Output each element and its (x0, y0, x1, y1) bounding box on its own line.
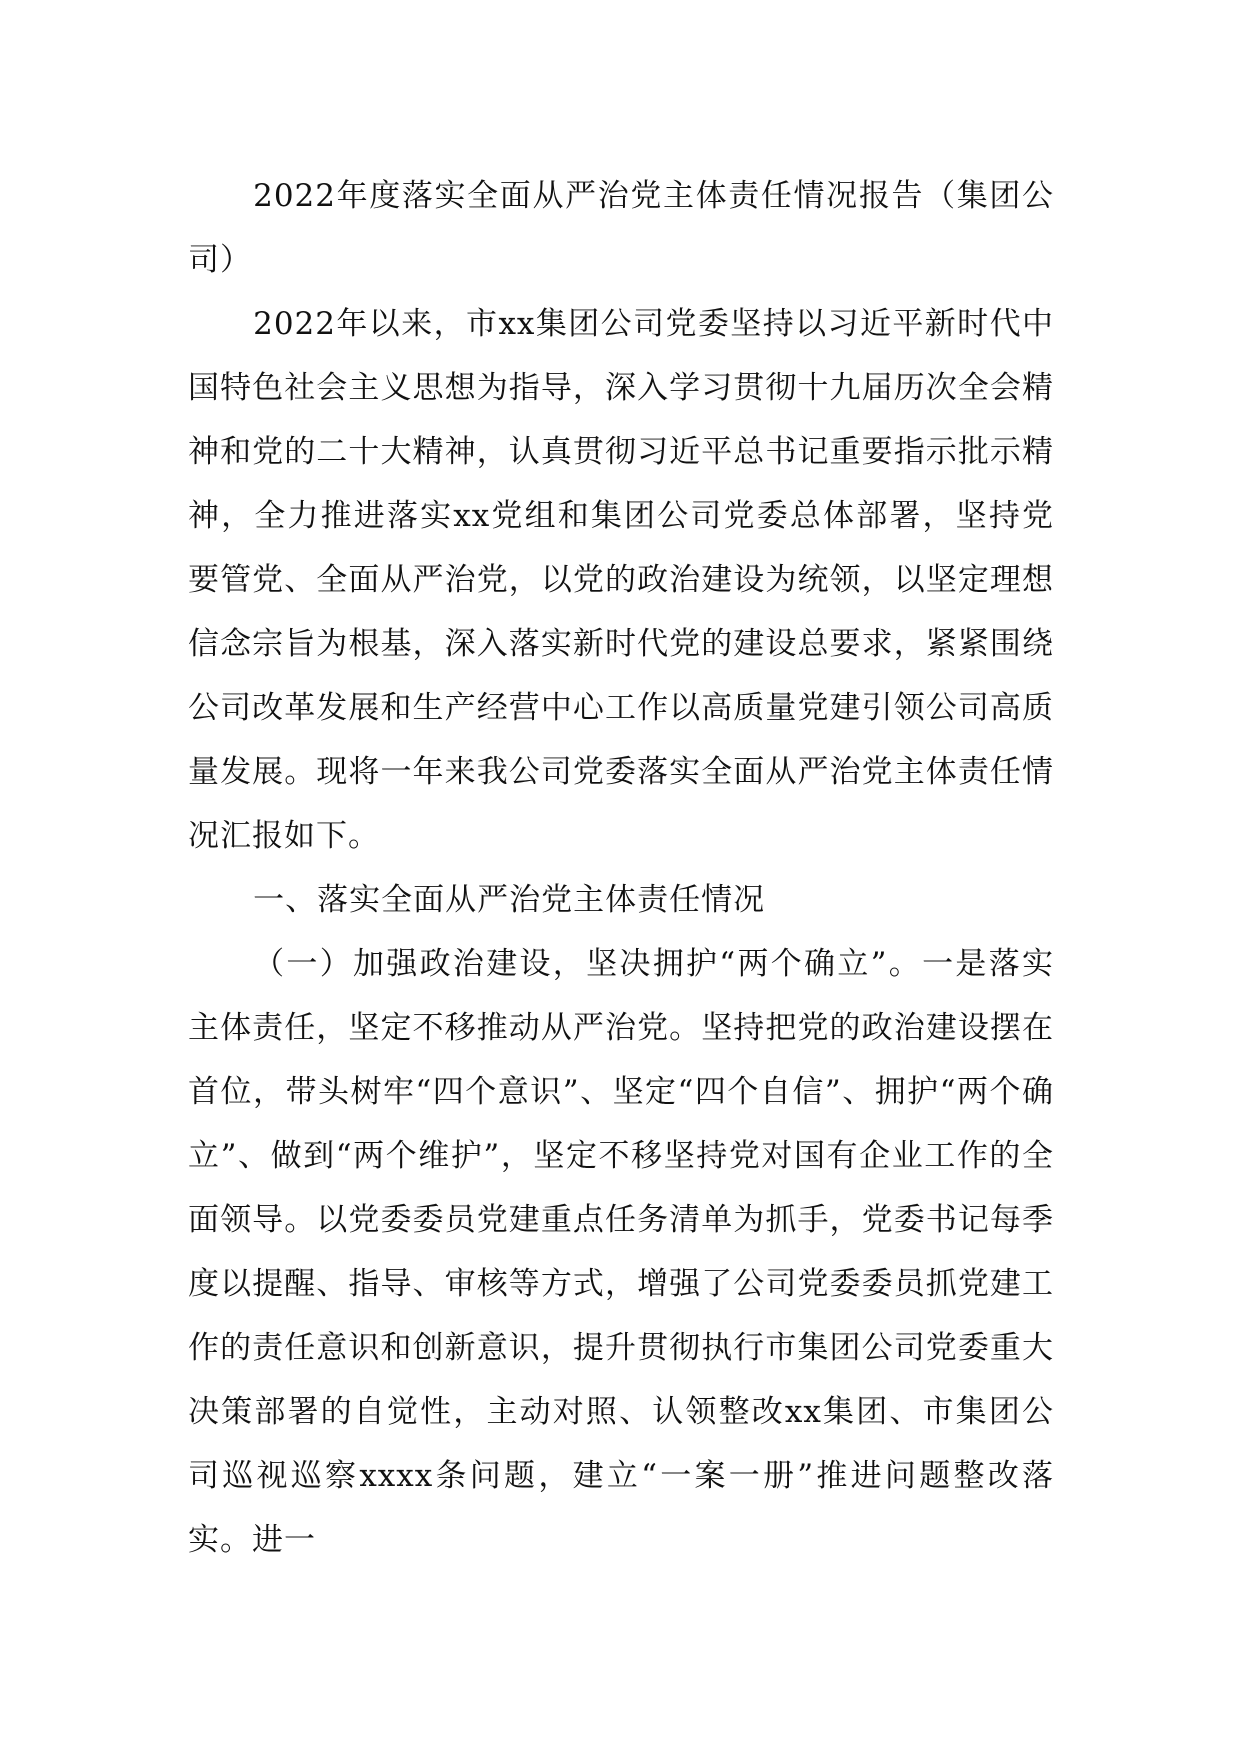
document-title: 2022年度落实全面从严治党主体责任情况报告（集团公司） (188, 178, 1054, 278)
section-heading: 一、落实全面从严治党主体责任情况 (253, 882, 766, 918)
document-body (188, 164, 1054, 1572)
body-paragraph: （一）加强政治建设，坚决拥护“两个确立”。一是落实主体责任，坚定不移推动从严治党。坚持把党的政治建设摆在首位，带头树牢“四个意识”、坚定“四个自信”、拥护“两个确立”、做到“两个维护”，坚定不移坚持党对国有企业工作的全面领导。以党委委员党建重点任务清单为抓手，党委书记每季度以提醒、指导、审核等方式，增强了公司党委委员抓党建工作的责任意识和创新意识，提升贯彻执行市集团公司党委重大决策部署的自觉性，主动对照、认领整改xx集团、市集团公司巡视巡察xxxx条问题，建立“一案一册”推进问题整改落实。进一 (188, 946, 1054, 1558)
intro-paragraph: 2022年以来，市xx集团公司党委坚持以习近平新时代中国特色社会主义思想为指导，深入学习贯彻十九届历次全会精神和党的二十大精神，认真贯彻习近平总书记重要指示批示精神，全力推进落实xx党组和集团公司党委总体部署，坚持党要管党、全面从严治党，以党的政治建设为统领，以坚定理想信念宗旨为根基，深入落实新时代党的建设总要求，紧紧围绕公司改革发展和生产经营中心工作以高质量党建引领公司高质量发展。现将一年来我公司党委落实全面从严治党主体责任情况汇报如下。 (188, 306, 1054, 854)
